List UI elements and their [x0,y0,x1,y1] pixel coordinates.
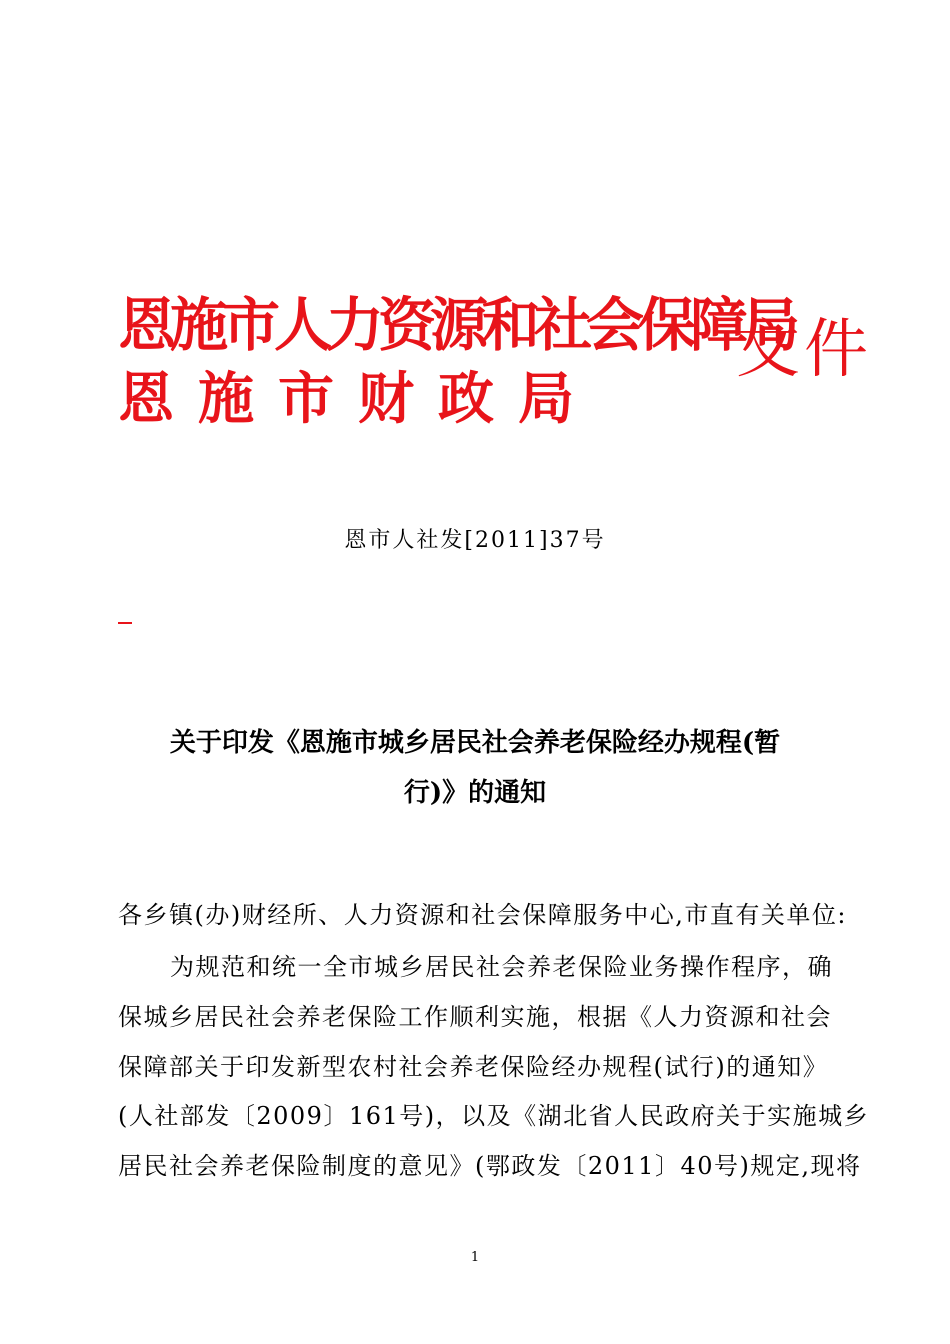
notice-title-line-2: 行)》的通知 [403,778,547,808]
body-line: 为规范和统一全市城乡居民社会养老保险业务操作程序，确 [170,953,833,981]
document-suffix: 文件 [736,313,872,387]
issuer-hr-bureau: 恩施市人力资源和社会保障局 [118,291,795,359]
document-number: 恩市人社发[2011]37号 [344,528,606,553]
issuer-finance-bureau: 恩施市财政局 [118,367,598,432]
page-number: 1 [470,1250,480,1265]
notice-title-line-1: 关于印发《恩施市城乡居民社会养老保险经办规程(暂 [169,728,781,758]
addressee: 各乡镇(办)财经所、人力资源和社会保障服务中心,市直有关单位: [118,901,847,929]
red-separator-mark [118,622,132,624]
body-line: 保城乡居民社会养老保险工作顺利实施，根据《人力资源和社会 [118,1003,832,1031]
body-line: (人社部发〔2009〕161号)，以及《湖北省人民政府关于实施城乡 [118,1102,870,1130]
body-line: 保障部关于印发新型农村社会养老保险经办规程(试行)的通知》 [118,1053,829,1081]
body-line: 居民社会养老保险制度的意见》(鄂政发〔2011〕40号)规定,现将 [118,1152,862,1180]
